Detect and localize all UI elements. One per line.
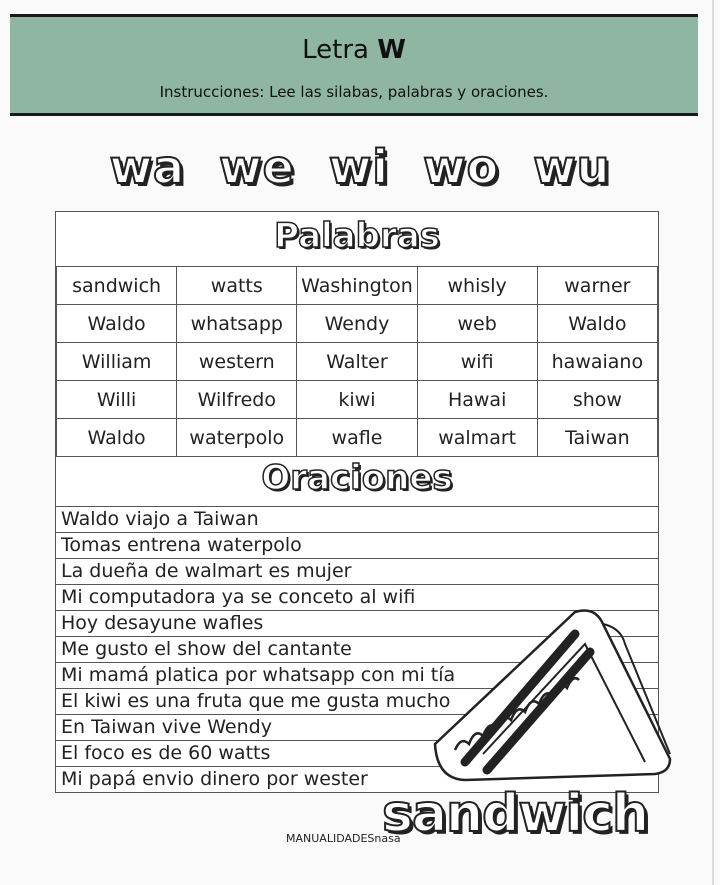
list-item: El foco es de 60 watts — [56, 740, 658, 766]
syllable: we — [219, 140, 295, 194]
word-cell: sandwich — [57, 267, 177, 305]
word-cell: walmart — [417, 419, 537, 457]
word-cell: Wilfredo — [177, 381, 297, 419]
words-section-title: Palabras — [274, 216, 440, 256]
word-cell: wifi — [417, 343, 537, 381]
words-table — [56, 266, 658, 457]
word-cell: whisly — [417, 267, 537, 305]
table-row — [57, 343, 658, 381]
table-row — [57, 419, 658, 457]
syllable: wi — [328, 140, 390, 194]
sandwich-icon — [425, 604, 675, 794]
word-cell: Waldo — [57, 305, 177, 343]
list-item: Me gusto el show del cantante — [56, 636, 658, 662]
word-cell: waterpolo — [177, 419, 297, 457]
word-cell: William — [57, 343, 177, 381]
list-item: Tomas entrena waterpolo — [56, 532, 658, 558]
title-prefix: Letra — [302, 35, 369, 65]
syllable-row — [0, 140, 720, 200]
list-item: En Taiwan vive Wendy — [56, 714, 658, 740]
credit-text: MANUALIDADESnasa — [286, 832, 401, 845]
list-item: Waldo viajo a Taiwan — [56, 506, 658, 532]
word-cell: Washington — [297, 267, 417, 305]
word-cell: western — [177, 343, 297, 381]
word-cell: kiwi — [297, 381, 417, 419]
list-item: Hoy desayune wafles — [56, 610, 658, 636]
header-banner — [10, 14, 698, 116]
word-cell: web — [417, 305, 537, 343]
sentences-section-title: Oraciones — [261, 458, 453, 498]
word-cell: Walter — [297, 343, 417, 381]
list-item: Mi papá envio dinero por wester — [56, 766, 658, 793]
word-cell: warner — [537, 267, 657, 305]
word-cell: hawaiano — [537, 343, 657, 381]
table-row — [57, 381, 658, 419]
word-cell: Willi — [57, 381, 177, 419]
word-cell: wafle — [297, 419, 417, 457]
page-title — [10, 35, 698, 65]
table-row — [57, 305, 658, 343]
word-cell: Taiwan — [537, 419, 657, 457]
syllable: wo — [423, 140, 500, 194]
word-cell: Hawai — [417, 381, 537, 419]
page-edge — [712, 0, 714, 885]
table-row — [57, 267, 658, 305]
word-cell: watts — [177, 267, 297, 305]
word-cell: Waldo — [537, 305, 657, 343]
instructions-text: Instrucciones: Lee las silabas, palabras y oraciones. — [159, 83, 549, 101]
list-item: Mi mamá platica por whatsapp con mi tía — [56, 662, 658, 688]
list-item: Mi computadora ya se conceto al wifi — [56, 584, 658, 610]
title-letter: W — [377, 35, 406, 65]
list-item: La dueña de walmart es mujer — [56, 558, 658, 584]
syllable: wu — [533, 140, 611, 194]
sandwich-word: sandwich — [382, 784, 648, 844]
word-cell: Wendy — [297, 305, 417, 343]
word-cell: show — [537, 381, 657, 419]
syllable: wa — [109, 140, 186, 194]
word-cell: Waldo — [57, 419, 177, 457]
list-item: El kiwi es una fruta que me gusta mucho — [56, 688, 658, 714]
word-cell: whatsapp — [177, 305, 297, 343]
